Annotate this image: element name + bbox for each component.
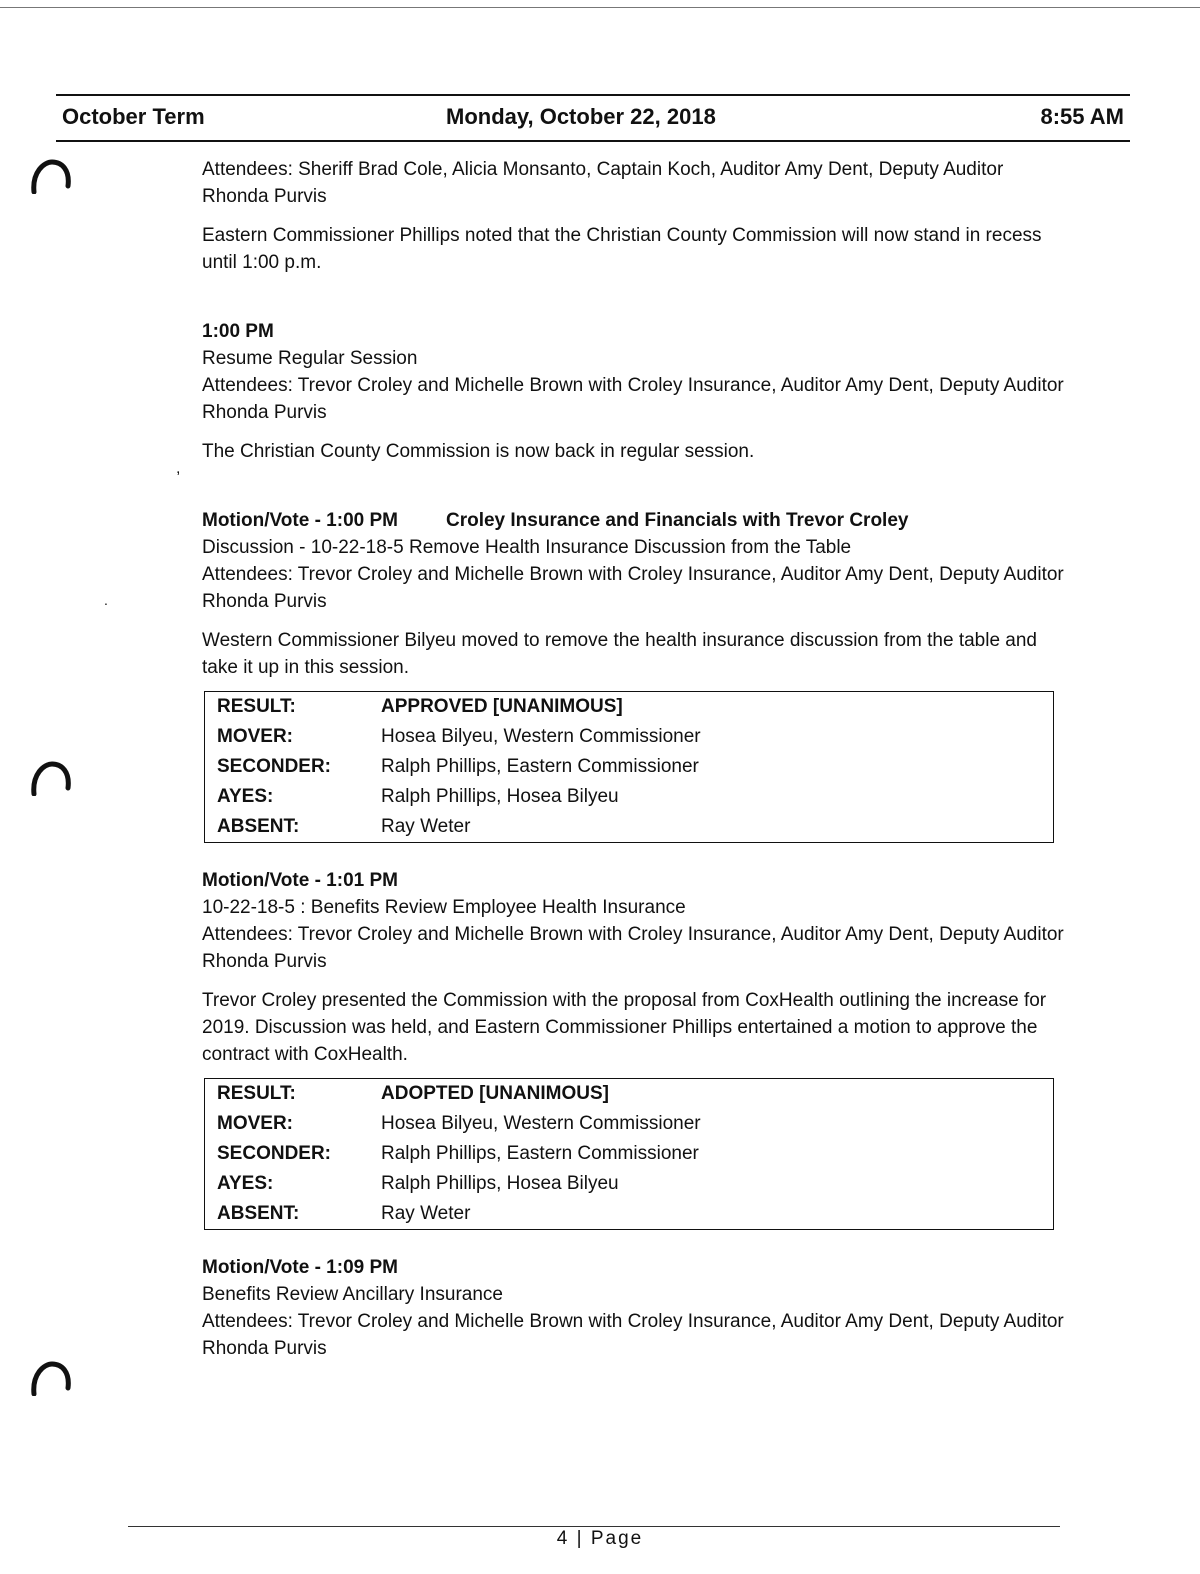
table-row: MOVER: Hosea Bilyeu, Western Commissioner <box>217 1113 701 1134</box>
motion-heading: Motion/Vote - 1:09 PM <box>202 1257 398 1278</box>
footer-rule <box>128 1526 1060 1527</box>
recess-note: Eastern Commissioner Phillips noted that the Christian County Commission will now stand in recess until 1:00 p.m. <box>202 225 1042 273</box>
table-row: RESULT: ADOPTED [UNANIMOUS] <box>217 1083 609 1104</box>
session-section <box>202 318 1072 465</box>
motion-heading: Motion/Vote - 1:01 PM <box>202 870 398 891</box>
session-note: The Christian County Commission is now back in regular session. <box>202 441 755 462</box>
motion-body: Trevor Croley presented the Commission with the proposal from CoxHealth outlining the increase for 2019. Discussion was held, and Eastern Commissioner Phillips entertained a motion to approve the contract with CoxHealth. <box>202 990 1047 1065</box>
session-attendees: Attendees: Trevor Croley and Michelle Brown with Croley Insurance, Auditor Amy Dent, Deputy Auditor Rhonda Purvis <box>202 375 1064 423</box>
table-row: ABSENT: Ray Weter <box>217 816 471 837</box>
table-row: SECONDER: Ralph Phillips, Eastern Commissioner <box>217 756 699 777</box>
vote-result-table <box>204 691 1054 843</box>
motion-heading: Motion/Vote - 1:00 PM Croley Insurance and Financials with Trevor Croley <box>202 510 909 531</box>
table-row: AYES: Ralph Phillips, Hosea Bilyeu <box>217 786 619 807</box>
motion-topic: Discussion - 10-22-18-5 Remove Health Insurance Discussion from the Table <box>202 537 852 558</box>
table-row: AYES: Ralph Phillips, Hosea Bilyeu <box>217 1173 619 1194</box>
page-number: 4 | Page <box>556 1528 644 1549</box>
stray-mark: , <box>176 460 181 477</box>
minutes-body <box>202 156 1072 1362</box>
motion-topic: 10-22-18-5 : Benefits Review Employee Health Insurance <box>202 897 686 918</box>
table-row: SECONDER: Ralph Phillips, Eastern Commissioner <box>217 1143 699 1164</box>
motion-attendees: Attendees: Trevor Croley and Michelle Brown with Croley Insurance, Auditor Amy Dent, Deputy Auditor Rhonda Purvis <box>202 564 1064 612</box>
header-top-rule <box>56 94 1130 96</box>
motion-attendees: Attendees: Trevor Croley and Michelle Brown with Croley Insurance, Auditor Amy Dent, Deputy Auditor Rhonda Purvis <box>202 924 1064 972</box>
motion-topic: Benefits Review Ancillary Insurance <box>202 1284 503 1305</box>
binder-hole-icon <box>28 760 72 796</box>
term-label: October Term <box>62 104 205 129</box>
binder-hole-icon <box>28 1360 72 1396</box>
binder-hole-icon <box>28 158 72 194</box>
stray-mark: . <box>104 592 108 608</box>
motion-2 <box>202 867 1072 1230</box>
session-title: Resume Regular Session <box>202 348 418 369</box>
motion-1 <box>202 507 1072 843</box>
motion-3 <box>202 1254 1072 1362</box>
vote-result-table <box>204 1078 1054 1230</box>
scan-top-edge <box>0 7 1200 8</box>
table-row: MOVER: Hosea Bilyeu, Western Commissioner <box>217 726 701 747</box>
page-header <box>56 104 1130 136</box>
meeting-date: Monday, October 22, 2018 <box>446 104 716 129</box>
motion-body: Western Commissioner Bilyeu moved to remove the health insurance discussion from the table and take it up in this session. <box>202 630 1037 678</box>
table-row: RESULT: APPROVED [UNANIMOUS] <box>217 696 623 717</box>
motion-attendees: Attendees: Trevor Croley and Michelle Brown with Croley Insurance, Auditor Amy Dent, Deputy Auditor Rhonda Purvis <box>202 1311 1064 1359</box>
motion-subject: Croley Insurance and Financials with Trevor Croley <box>445 510 909 531</box>
intro-attendees: Attendees: Sheriff Brad Cole, Alicia Monsanto, Captain Koch, Auditor Amy Dent, Deputy Auditor Rhonda Purvis <box>202 159 1004 207</box>
session-time: 1:00 PM <box>202 321 274 342</box>
meeting-time: 8:55 AM <box>1040 104 1124 129</box>
header-bottom-rule <box>56 140 1130 142</box>
table-row: ABSENT: Ray Weter <box>217 1203 471 1224</box>
